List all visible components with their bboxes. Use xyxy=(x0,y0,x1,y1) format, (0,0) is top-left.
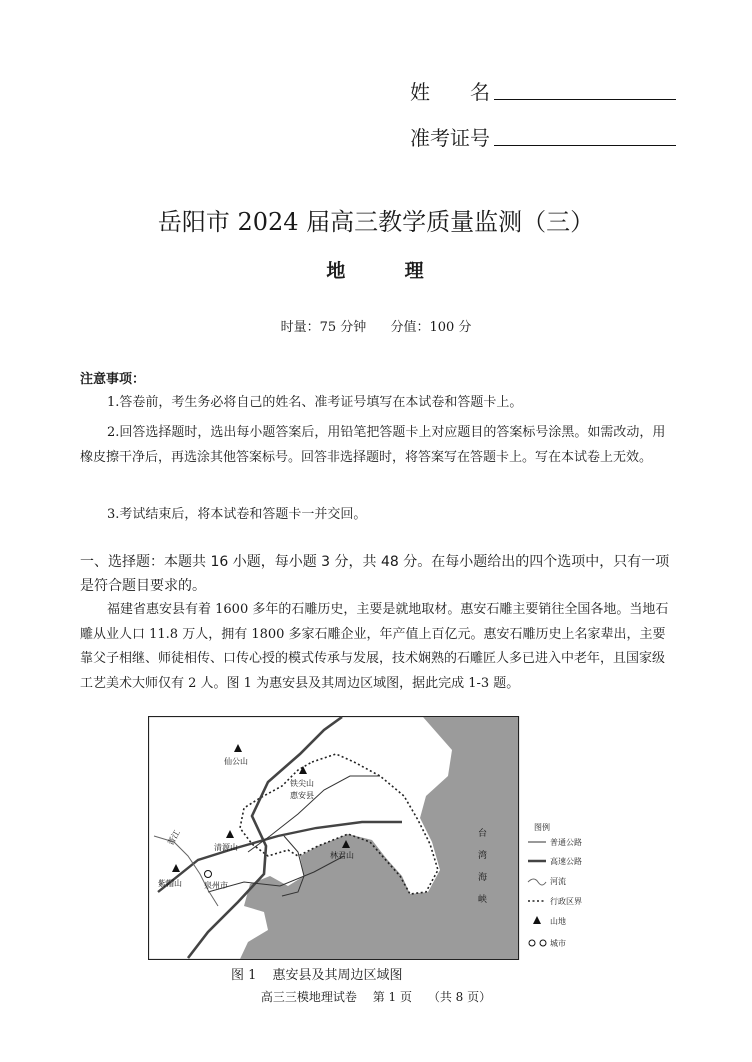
legend-title: 图例 xyxy=(534,823,550,832)
notice-item-2: 2.回答选择题时，选出每小题答案后，用铅笔把答题卡上对应题目的答案标号涂黑。如需改动，用橡皮擦干净后，再选涂其他答案标号。回答非选择题时，将答案写在答题卡上。写在本试卷上无效。 xyxy=(80,425,666,465)
label-strait-2: 湾 xyxy=(478,851,488,861)
city-quanzhou-icon xyxy=(205,871,212,878)
label-strait-1: 台 xyxy=(478,829,488,839)
figure-caption xyxy=(231,964,415,983)
region-map xyxy=(148,716,592,960)
legend-river: 河流 xyxy=(550,877,566,886)
id-label: 准考证号 xyxy=(410,126,490,150)
section-heading: 一、选择题：本题共 16 小题，每小题 3 分，共 48 分。在每小题给出的四个选项中，只有一项是符合题目要求的。 xyxy=(80,554,670,594)
legend-boundary: 行政区界 xyxy=(550,897,582,906)
footer-paper: 高三三模地理试卷 xyxy=(260,990,357,1004)
score-text: 分值：100 分 xyxy=(390,320,472,335)
caption-text: 惠安县及其周边区域图 xyxy=(272,968,403,983)
legend-highway: 高速公路 xyxy=(550,857,582,866)
legend-city-icon-1 xyxy=(529,940,535,946)
label-xiangong: 仙公山 xyxy=(224,757,248,766)
duration-text: 时量：75 分钟 xyxy=(280,320,367,335)
label-tiejian: 铁尖山 xyxy=(290,779,314,788)
label-strait-3: 海 xyxy=(478,873,488,883)
legend-road: 普通公路 xyxy=(550,838,582,847)
legend-city-icon-2 xyxy=(540,940,546,946)
page-footer xyxy=(0,988,752,1005)
name-label: 姓 名 xyxy=(410,80,490,104)
notice-item-3: 3.考试结束后，将本试卷和答题卡一并交回。 xyxy=(107,507,367,522)
subject-title xyxy=(0,256,752,283)
legend-river-swatch xyxy=(528,879,546,885)
time-info xyxy=(0,316,752,335)
subject-char-2: 理 xyxy=(404,260,426,282)
label-huian: 惠安县 xyxy=(290,791,314,800)
notice-item-1: 1.答卷前，考生务必将自己的姓名、准考证号填写在本试卷和答题卡上。 xyxy=(107,395,523,410)
label-quanzhou: 泉州市 xyxy=(204,881,228,890)
legend-city: 城市 xyxy=(550,939,566,948)
footer-total: （共 8 页） xyxy=(427,990,492,1004)
notice-heading: 注意事项： xyxy=(80,372,146,387)
subject-char-1: 地 xyxy=(326,260,348,282)
label-strait-4: 峡 xyxy=(478,895,488,905)
label-linjun: 林君山 xyxy=(330,851,354,860)
name-field[interactable] xyxy=(494,99,676,100)
legend-mountain: 山地 xyxy=(550,917,566,926)
caption-label: 图 1 xyxy=(231,968,257,983)
exam-title: 岳阳市 2024 届高三教学质量监测（三） xyxy=(157,208,595,236)
label-river: 晋江 xyxy=(165,828,182,847)
label-zimao: 紫帽山 xyxy=(158,879,182,888)
passage: 福建省惠安县有着 1600 多年的石雕历史，主要是就地取材。惠安石雕主要销往全国各地。当地石雕从业人口 11.8 万人，拥有 1800 多家石雕企业，年产值上百亿元。惠安石雕历史上名家辈出，主要靠父子相继、师徒相传、口传心授的模式传承与发展，技术娴熟的石雕匠人多已进入中老年，且国家级工艺美术大师仅有 2 人。图 1 为惠安县及其周边区域图，据此完成 1-3 题。 xyxy=(80,602,669,691)
footer-page: 第 1 页 xyxy=(372,990,412,1004)
label-qingyuan: 清源山 xyxy=(214,843,238,852)
legend-mountain-icon xyxy=(533,916,541,924)
id-field[interactable] xyxy=(494,145,676,146)
